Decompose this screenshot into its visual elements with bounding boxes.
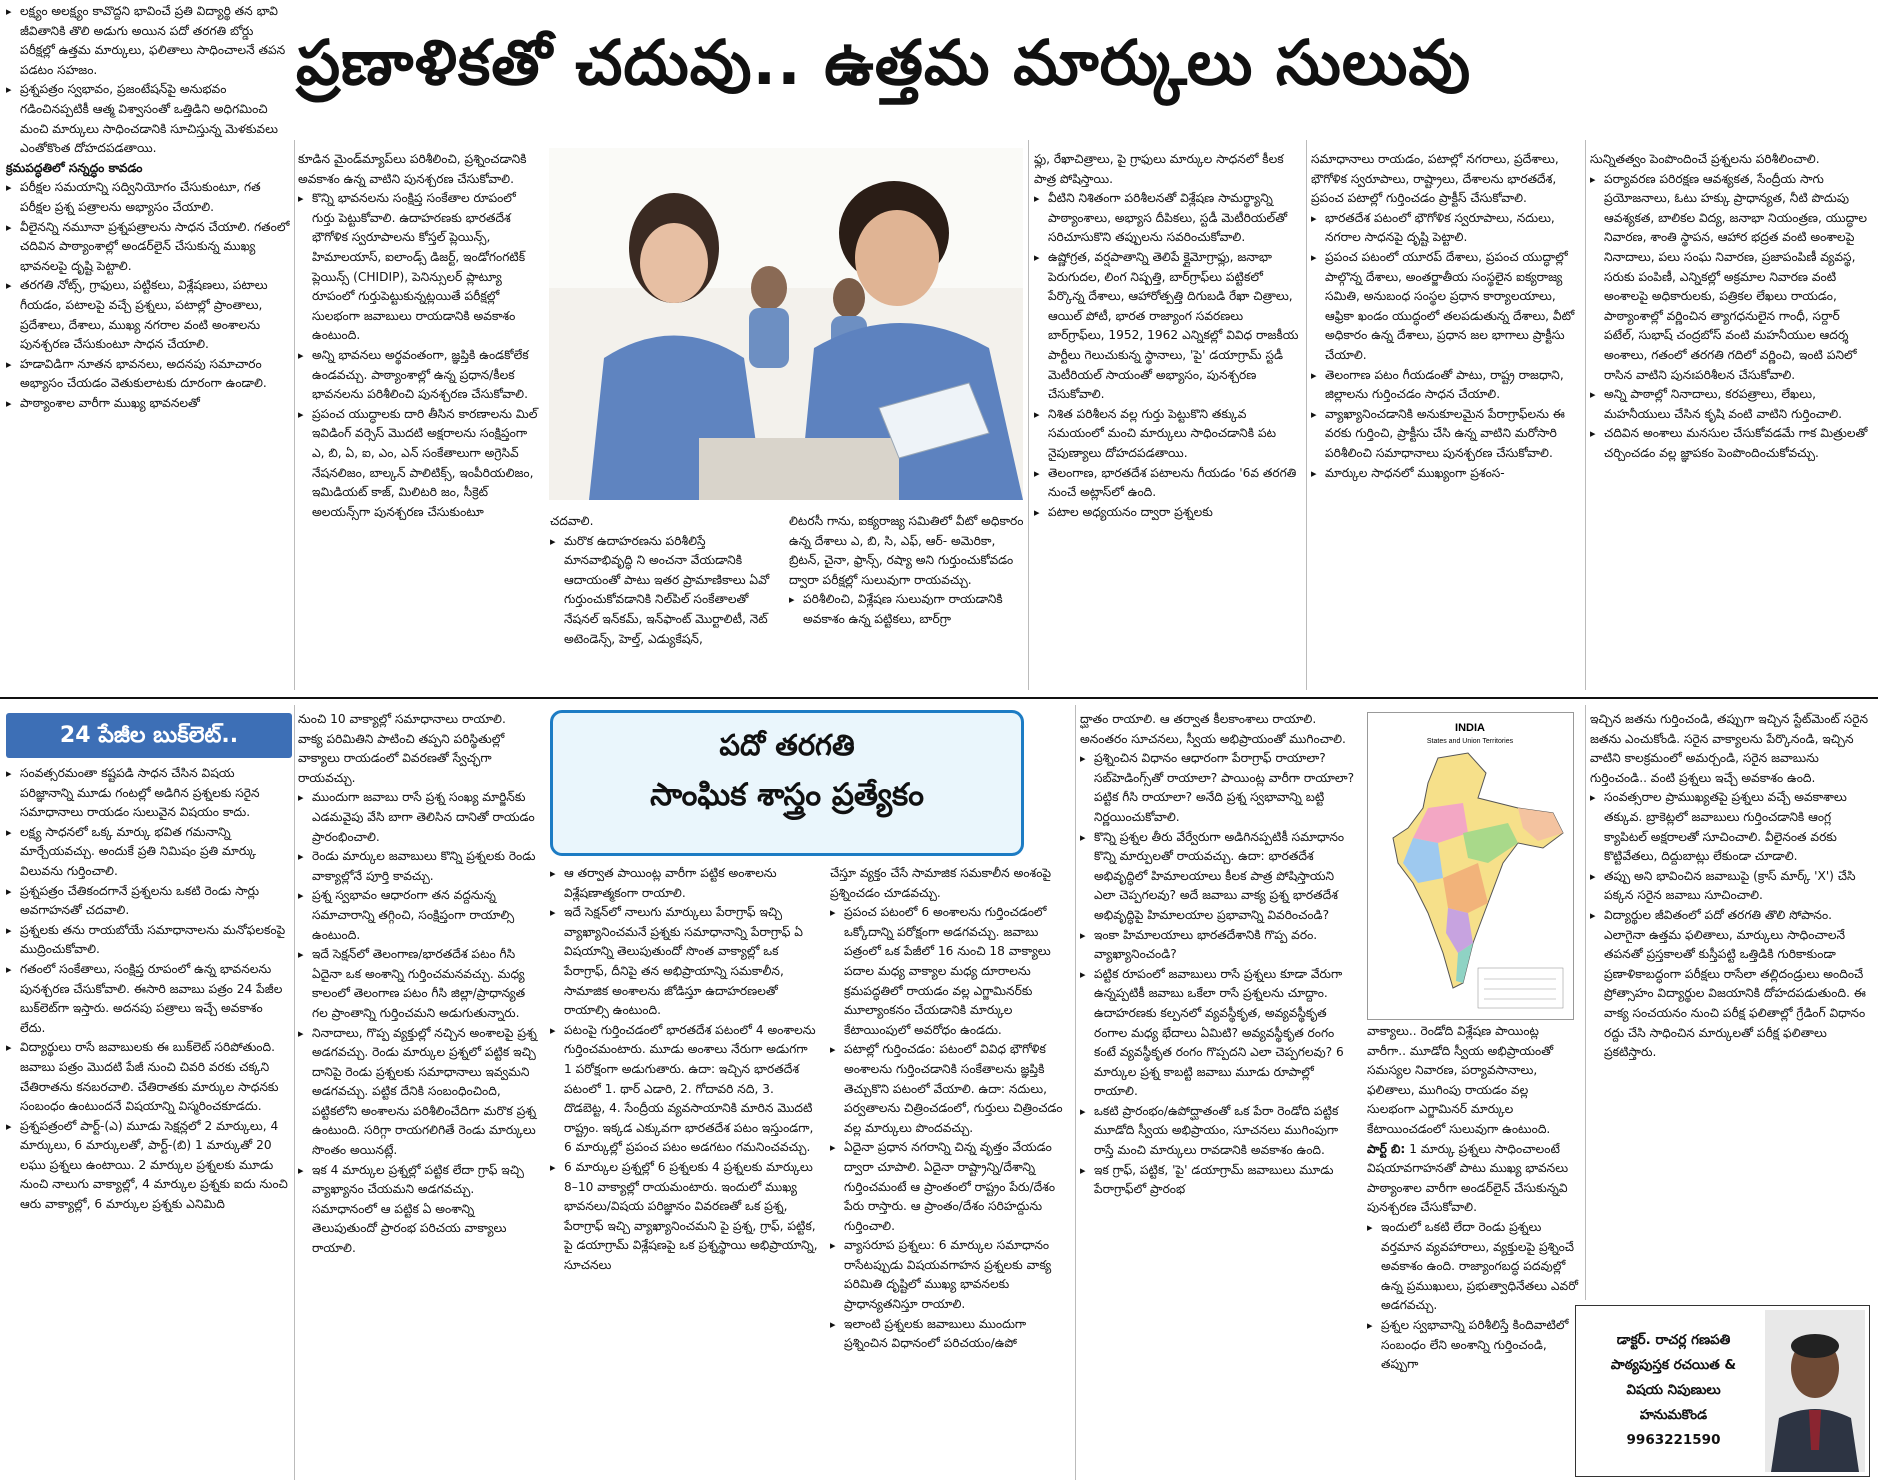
top-column-3 (550, 512, 776, 692)
author-role-2: విషయ నిపుణులు (1626, 1382, 1721, 1398)
bottom-column-6 (1367, 1022, 1579, 1480)
author-phone: 9963221590 (1626, 1432, 1721, 1448)
author-portrait (1765, 1310, 1865, 1472)
article-paragraph (1080, 710, 1355, 749)
article-paragraph (6, 218, 290, 277)
bottom-column-4 (830, 864, 1070, 1480)
article-paragraph (830, 1040, 1070, 1138)
bottom-column-7 (1590, 710, 1872, 1300)
article-paragraph (298, 788, 542, 847)
article-paragraph (6, 823, 290, 882)
article-paragraph (1034, 150, 1301, 189)
paragraph-text: చేస్తూ వ్యక్తం చేసే సామాజిక సమకాలీన అంశంపై ప్రశ్నించడం చూడవచ్చు. (830, 866, 1052, 900)
india-map (1367, 712, 1574, 1020)
paragraph-text: సంవత్సరాల ప్రాముఖ్యతపై ప్రశ్నలు వచ్చే అవకాశాలు తక్కువ. బ్రాకెట్లలో జవాబులు గుర్తించడానికి ఆంగ్ల క్యాపిటల్ అక్షరాలతో సూచించాలి. వీలైనంత వరకు కొట్టివేతలు, దిద్దుబాట్లు లేకుండా చూడాలి. (1604, 790, 1847, 864)
article-paragraph (6, 960, 290, 1038)
paragraph-text: తెలంగాణ, భారతదేశ పటాలను గీయడం '6వ తరగతి నుంచే అట్లాస్‌లో ఉంది. (1048, 465, 1297, 500)
article-paragraph (1367, 1140, 1579, 1218)
paragraph-text: ప్రశ్నల స్వభావాన్ని పరిశీలిస్తే కిందివాటిలో సంబంధం లేని అంశాన్ని గుర్తించండి, తప్పుగా (1381, 1317, 1569, 1372)
author-photo (1765, 1310, 1865, 1472)
paragraph-text: ఇచ్చిన జతను గుర్తించండి, తప్పుగా ఇచ్చిన స్టేట్‌మెంట్ సరైన జతను ఎంచుకోండి. సరైన వాక్యాలను పేర్కొనండి, ఇచ్చిన వాటిని కాలక్రమంలో అమర్చండి, సరైన జవాబును గుర్తించండి.. వంటి ప్రశ్నలు ఇచ్చే అవకాశం ఉంది. (1590, 712, 1869, 785)
article-paragraph (550, 903, 818, 1021)
bottom-column-3 (550, 864, 818, 1480)
paragraph-text: చదివిన అంశాలు మనసుల చేసుకోవడమే గాక మిత్రులతో చర్చించడం వల్ల జ్ఞాపకం పెంపొందించుకోవచ్చు. (1604, 426, 1868, 460)
paragraph-text: పటంపై గుర్తించడంలో భారతదేశ పటంలో 4 అంశాలను గుర్తించమంటారు. మూడు అంశాలు నేరుగా అడుగగా 1 పరోక్షంగా అడుగుతారు. ఉదా: ఇచ్చిన భారతదేశ పటంలో 1. థార్ ఎడారి, 2. గోదావరి నది, 3. దొడబెట్ట, 4. సేంద్రీయ వ్యవసాయానికి మారిన మొదటి రాష్ట్రం. ఇక్కడ ఎక్కువగా భారతదేశ పటం ఇస్తుండగా, 6 మార్కుల్లో ప్రపంచ పటం అడగటం గమనించవచ్చు. (564, 1022, 816, 1155)
article-paragraph (550, 532, 776, 650)
article-paragraph (6, 764, 290, 823)
paragraph-text: ముందుగా జవాబు రాసే ప్రశ్న సంఖ్య మార్జిన్‌కు ఎడమవైపు వేసి బాగా తెలిసిన దానితో రాయడం ప్రారంభించాలి. (312, 790, 535, 844)
article-paragraph (6, 178, 290, 217)
paragraph-text: రెండు మార్కుల జవాబులు కొన్ని ప్రశ్నలకు రెండు వాక్యాల్లోనే పూర్తి కావచ్చు. (312, 849, 536, 883)
article-paragraph (6, 355, 290, 394)
article-paragraph (1590, 788, 1872, 866)
paragraph-text: అన్ని పాఠాల్లో నినాదాలు, కరపత్రాలు, లేఖలు, మహనీయులు చేసిన కృషి వంటి వాటిని గుర్తించాలి. (1604, 387, 1843, 421)
paragraph-text: 6 మార్కుల ప్రశ్నల్లో 6 ప్రశ్నలకు 4 ప్రశ్నలకు మార్కులు 8–10 వాక్యాల్లో రాయమంటారు. ఇందులో ముఖ్య భావనలు/విషయ పరిజ్ఞానం వివరణతో ఒక ప్రశ్న, పేరాగ్రాఫ్ ఇచ్చి వ్యాఖ్యానించమని పై ప్రశ్న, గ్రాఫ్, పట్టిక, పై డయాగ్రామ్ విశ్లేషణపై ఒక ప్రశ్నస్థాయి అభిప్రాయాన్ని, సూచనలు (564, 1159, 818, 1272)
article-paragraph (6, 276, 290, 354)
paragraph-text: పర్యావరణ పరిరక్షణ ఆవశ్యకత, సేంద్రీయ సాగు ప్రయోజనాలు, ఓటు హక్కు ప్రాధాన్యత, నీటి పొదుపు ఆవశ్యకత, బాలికల విద్య, జనాభా నియంత్రణ, యుద్ధాల నివారణ, శాంతి స్థాపన, ఆహార భద్రత వంటి అంశాలపై నినాదాలు, పలు సంఘ నివారణ, ప్రజాపంపిణీ వ్యవస్థ, సరుకు పంపిణీ, ఎన్నికల్లో అక్రమాల నివారణ వంటి అంశాలపై అధికారులకు, పత్రికల లేఖలు రాయడం, పాఠ్యాంశాల్లో వర్ణించిన త్యాగధనులైన గాంధీ, సర్దార్ పటేల్, సుభాష్ చంద్రబోస్ వంటి మహనీయుల ఆదర్శ అంశాలు, గతంలో తరగతి గదిలో వర్ణించి, ఇంటి పనిలో రాసిన వాటిని పునఃపరిశీలన చేసుకోవాలి. (1604, 171, 1867, 382)
article-paragraph (1311, 405, 1581, 464)
article-paragraph (298, 886, 542, 945)
paragraph-text: భారతదేశ పటంలో భౌగోళిక స్వరూపాలు, నదులు, నగరాల సాధనపై దృష్టి పెట్టాలి. (1325, 210, 1555, 245)
paragraph-text: వ్యాఖ్యానించడానికి అనుకూలమైన పేరాగ్రాఫ్‌లను ఈ వరకు గుర్తించి, ప్రాక్టీసు చేసి ఉన్న వాటిని మరోసారి పరిశీలించి సమాధానాలు పునశ్చరణ చేసుకోవాలి. (1325, 406, 1565, 460)
article-paragraph (789, 590, 1024, 629)
paragraph-text: 1 మార్కు ప్రశ్నలు సాధించాలంటే విషయావగాహనతో పాటు ముఖ్య భావనలు పాఠ్యాంశాల వారీగా అండర్‌లైన్ చేసుకున్నవి పునశ్చరణ చేసుకోవాలి. (1367, 1141, 1569, 1215)
paragraph-text: సమాధానాలు రాయడం, పటాల్లో నగరాలు, ప్రదేశాలు, భౌగోళిక స్వరూపాలు, రాష్ట్రాలు, దేశాలను భారతదేశ, ప్రపంచ పటాల్లో గుర్తించడం ప్రాక్టీస్ చేసుకోవాలి. (1311, 152, 1559, 206)
article-paragraph (6, 394, 290, 414)
article-paragraph (1311, 248, 1581, 366)
paragraph-text: లిటరసీ గాను, ఐక్యరాజ్య సమితిలో వీటో అధికారం ఉన్న దేశాలు ఎ, బి, సి, ఎఫ్, ఆర్- అమెరికా, బ్రిటన్, చైనా, ఫ్రాన్స్, రష్యా అని గుర్తుంచుకోవడం ద్వారా పరీక్షల్లో సులువుగా రాయవచ్చు. (789, 514, 1024, 587)
paragraph-text: వీటిని నిశితంగా పరిశీలనతో విశ్లేషణ సామర్థ్యాన్ని పాఠ్యాంశాలు, అభ్యాస దీపికలు, స్టడీ మెటీరియల్‌తో సరిచూసుకొని తప్పులను సవరించుకోవాలి. (1048, 191, 1288, 245)
article-paragraph (1034, 189, 1301, 248)
india-map-illustration (1368, 713, 1573, 1019)
article-paragraph (550, 512, 776, 532)
article-paragraph (298, 730, 542, 789)
article-paragraph (1367, 1218, 1579, 1316)
article-paragraph (298, 1161, 542, 1259)
column-divider (1585, 705, 1586, 1300)
paragraph-text: కొన్ని ప్రశ్నల తీరు వేర్వేరుగా అడిగినప్పటికీ సమాధానం కొన్ని మార్పులతో రాయవచ్చు. ఉదా: భారతదేశ అభివృద్ధిలో హిమాలయాలు కీలక పాత్ర పోషిస్తాయని ఎలా చెప్పగలవు? అదే జవాబు వాక్య ప్రశ్న భారతదేశ అభివృద్ధిపై హిమాలయాల ప్రభావాన్ని వివరించండి? (1094, 829, 1345, 922)
paragraph-text: పట్టిక రూపంలో జవాబులు రాసే ప్రశ్నలు కూడా వేరుగా ఉన్నప్పటికీ జవాబు ఒకేలా రాసే ప్రశ్నలను చూద్దాం. ఉదాహరణకు కల్పనలో వ్యవస్థీకృత, అవ్యవస్థీకృత రంగాల మధ్య భేదాలు ఏమిటి? అవ్యవస్థీకృత రంగం కంటే వ్యవస్థీకృత రంగం గొప్పదని ఎలా చెప్పగలవు? 6 మార్కుల ప్రశ్న కాబట్టి జవాబు మూడు రూపాల్లో రాయాలి. (1094, 966, 1344, 1099)
subject-name-label: సాంఘిక శాస్త్రం ప్రత్యేకం (650, 777, 924, 813)
article-paragraph (1034, 405, 1301, 464)
author-details (1586, 1328, 1761, 1453)
article-paragraph (1311, 209, 1581, 248)
article-paragraph (830, 1236, 1070, 1314)
paragraph-text: తెలంగాణ పటం గీయడంతో పాటు, రాష్ట్ర రాజధాని, జిల్లాలను గుర్తించడం సాధన చేయాలి. (1325, 367, 1564, 402)
paragraph-text: విద్యార్థుల జీవితంలో పదో తరగతి తొలి సోపానం. ఎలాగైనా ఉత్తమ ఫలితాలు, మార్కులు సాధించాలనే తపనతో ప్రస్తకాలతో కుస్తీపట్టి ఒత్తిడికి గురికాకుండా ప్రణాళికాబద్ధంగా పరీక్షలు రాసేలా తల్లిదండ్రులు అందించే ప్రోత్సాహం విద్యార్థుల విజయానికి దోహదపడుతుంది. ఈ వాక్య సంచయనం నుంచి పరీక్ష ఫలితాల్లో గ్రేడింగ్ విధానం రద్దు చేసి సాధించిన మార్కులతో పరీక్ష ఫలితాలు ప్రకటిస్తారు. (1604, 907, 1866, 1060)
subject-box (550, 710, 1024, 856)
page-headline: ప్రణాళికతో చదువు.. ఉత్తమ మార్కులు సులువు (296, 26, 1472, 99)
paragraph-text: ఇదే సెక్షన్‌లో తెలంగాణ/భారతదేశ పటం గీసి ఏదైనా ఒక అంశాన్ని గుర్తించమనవచ్చు. మధ్య కాలంలో తెలంగాణ పటం గీసి జిల్లా/ప్రాధాన్యత గల ప్రాంతాన్ని గుర్తించమని అడుగుతున్నారు. (312, 947, 526, 1020)
article-paragraph (1590, 150, 1872, 170)
paragraph-text: పటాల్లో గుర్తించడం: పటంలో వివిధ భౌగోళిక అంశాలను గుర్తించడానికి సంకేతాలను జ్ఞప్తికి తెచ్చుకొని పటంలో వేయాలి. ఉదా: నదులు, పర్వతాలను చిత్రించడంలో, గుర్తులు చిత్రించడం వల్ల మార్కులు పొందవచ్చు. (844, 1042, 1063, 1135)
article-paragraph (6, 921, 290, 960)
paragraph-text: ప్రశ్నపత్రంలో పార్ట్-(ఎ) మూడు సెక్షన్లలో 2 మార్కులు, 4 మార్కులు, 6 మార్కులతో, పార్ట్-(బి) 1 మార్కుతో 20 లఘు ప్రశ్నలు ఉంటాయి. 2 మార్కుల ప్రశ్నలకు మూడు నుంచి నాలుగు వాక్యాల్లో, 4 మార్కుల ప్రశ్నకు ఐదు నుంచి ఆరు వాక్యాల్లో, 6 మార్కుల ప్రశ్నకు ఎనిమిది (20, 1118, 288, 1212)
bottom-column-1 (6, 764, 290, 1480)
article-paragraph (1367, 1022, 1579, 1140)
article-paragraph (1311, 366, 1581, 405)
paragraph-text: నుంచి 10 వాక్యాల్లో సమాధానాలు రాయాలి. (298, 712, 506, 726)
map-title: INDIA (1455, 722, 1485, 734)
paragraph-text: తరగతి నోట్స్, గ్రాఫులు, పట్టికలు, విశ్లేషణలు, పటాలు గీయడం, పటాలపై వచ్చే ప్రశ్నలు, పటాల్లో ప్రాంతాలు, ప్రదేశాలు, దేశాలు, ముఖ్య నగరాల వంటి అంశాలను పునశ్చరణ చేసుకుంటూ సాధన చేయాలి. (20, 278, 268, 352)
paragraph-text: క్రమపద్ధతిలో సన్నద్ధం కావడం (6, 160, 143, 175)
article-paragraph (550, 1021, 818, 1158)
article-paragraph (298, 847, 542, 886)
paragraph-text: గతంలో సంకేతాలు, సంక్షిప్త రూపంలో ఉన్న భావనలను పునశ్చరణ చేసుకోవాలి. ఈసారి జవాబు పత్రం 24 పేజీల బుక్‌లెట్‌గా ఇస్తారు. అదనపు పత్రాలు ఇచ్చే అవకాశం లేదు. (20, 961, 283, 1035)
article-paragraph (1311, 150, 1581, 209)
bottom-column-5 (1080, 710, 1355, 1480)
students-photo-illustration (549, 148, 1023, 500)
paragraph-text: ప్రపంచ పటంలో 6 అంశాలను గుర్తించడంలో ఒక్కోదాన్ని పరోక్షంగా అడగవచ్చు. జవాబు పత్రంలో ఒక పేజీలో 16 నుంచి 18 వాక్యాలు పదాల మధ్య వాక్యాల మధ్య దూరాలను క్రమపద్ధతిలో రాయడం వల్ల ఎగ్జామినర్‌కు మూల్యాంకనం చేయడానికి మార్కుల కేటాయింపులో అవరోధం ఉండదు. (844, 905, 1051, 1037)
students-photo (549, 148, 1023, 500)
paragraph-text: కూడిన మైండ్‌మ్యాప్‌లు పరిశీలించి, ప్రశ్నించడానికి అవకాశం ఉన్న వాటిని పునశ్చరణ చేసుకోవాలి. (298, 152, 527, 186)
bottom-column-2 (298, 710, 542, 1480)
article-paragraph (1080, 926, 1355, 965)
article-paragraph (1367, 1316, 1579, 1375)
paragraph-text: ప్రశ్నపత్రం చేతికందగానే ప్రశ్నలను ఒకటి రెండు సార్లు అవగాహనతో చదవాలి. (20, 883, 260, 918)
paragraph-text: ఆ తర్వాత పాయింట్ల వారీగా పట్టిక అంశాలను విశ్లేషణాత్మకంగా రాయాలి. (564, 866, 777, 900)
article-paragraph (1080, 965, 1355, 1102)
article-paragraph (789, 512, 1024, 590)
paragraph-text: కొన్ని భావనలను సంక్షిప్త సంకేతాల రూపంలో గుర్తు పెట్టుకోవాలి. ఉదాహరణకు భారతదేశ భౌగోళిక స్వరూపాలను కోస్తల్ ప్లెయిన్స్, హిమాలయాస్, ఐలాండ్స్ డిజర్ట్, ఇండోగంగటిక్ ప్లెయిన్స్ (CHIDIP), పెనిన్సులర్ ప్లాట్యూ రూపంలో గుర్తుపెట్టుకున్నట్లయితే పరీక్షల్లో సులభంగా జవాబులు రాయడానికి అవకాశం ఉంటుంది. (312, 191, 526, 343)
paragraph-text: ఇక 4 మార్కుల ప్రశ్నల్లో పట్టిక లేదా గ్రాఫ్ ఇచ్చి వ్యాఖ్యానం చేయమని అడగవచ్చు. సమాధానంలో ఆ పట్టిక ఏ అంశాన్ని తెలుపుతుందో ప్రారంభ పరిచయ వాక్యాలు రాయాలి. (312, 1162, 524, 1256)
paragraph-text: విద్యార్థులు రాసే జవాబులకు ఈ బుక్‌లెట్ సరిపోతుంది. జవాబు పత్రం మొదటి పేజీ నుంచి చివరి వరకు చక్కని చేతిరాతను కనబరచాలి. చేతిరాతకు మార్కుల సాధనకు సంబంధం ఉంటుందనే విషయాన్ని విస్మరించకూడదు. (20, 1040, 279, 1114)
article-paragraph (6, 1038, 290, 1116)
subject-class-label: పదో తరగతి (719, 728, 855, 762)
paragraph-text: ప్రశ్నపత్రం స్వభావం, ప్రజంటేషన్‌పై అనుభవం గడించినప్పటికీ ఆత్మ విశ్వాసంతో ఒత్తిడిని అధిగమించి మంచి మార్కులు సాధించడానికి సూచిస్తున్న మెళకువలు ఎంతోకొంత దోహదపడతాయి. (20, 82, 278, 156)
article-paragraph (1080, 1161, 1355, 1200)
paragraph-text: ఉష్ణోగ్రత, వర్షపాతాన్ని తెలిపే క్లైమోగ్రాఫ్లు, జనాభా పెరుగుదల, లింగ నిష్పత్తి, బార్‌గ్రాఫ్‌లు పట్టికలో పేర్కొన్న దేశాలు, ఆహారోత్పత్తి దిగుబడి రేఖా చిత్రాలు, ఆయిల్ పోటీ, భారత రాజ్యాంగ సవరణలు బార్‌గ్రాఫ్‌లు, 1952, 1962 ఎన్నికల్లో వివిధ రాజకీయ పార్టీలు గెలుచుకున్న స్థానాలు, 'పై' డయాగ్రామ్ స్టడీ మెటీరియల్ సాయంతో అభ్యాసం, పునశ్చరణ చేసుకోవాలి. (1048, 249, 1299, 402)
paragraph-text: నిశిత పరిశీలన వల్ల గుర్తు పెట్టుకొని తక్కువ సమయంలో మంచి మార్కులు సాధించడానికి పట నైపుణ్యాలు దోహదపడతాయి. (1048, 406, 1277, 460)
article-paragraph (1590, 906, 1872, 1063)
paragraph-text: లక్ష్యం అలక్ష్యం కావొద్దని భావించే ప్రతి విద్యార్థి తన భావి జీవితానికి తొలి అడుగు అయిన పదో తరగతి బోర్డు పరీక్షల్లో ఉత్తమ మార్కులు, ఫలితాలు సాధించాలనే తపన పడటం సహజం. (20, 4, 286, 77)
author-box (1575, 1305, 1870, 1477)
top-column-4 (789, 512, 1024, 692)
paragraph-text: వ్యాసరూప ప్రశ్నలు: 6 మార్కుల సమాధానం రాసేటప్పుడు విషయవగాహన ప్రశ్నలకు వాక్య పరిమితి దృష్టిలో ముఖ్య భావనలకు ప్రాధాన్యతనిస్తూ రాయాలి. (844, 1238, 1052, 1312)
paragraph-text: మార్కుల సాధనలో ముఖ్యంగా ప్రశంస- (1325, 465, 1505, 480)
paragraph-text: వీలైనన్ని నమూనా ప్రశ్నపత్రాలను సాధన చేయాలి. గతంలో చదివిన పాఠ్యాంశాల్లో అండర్‌లైన్ చేసుకున్న ముఖ్య భావనలపై దృష్టి పెట్టాలి. (20, 219, 290, 273)
paragraph-text: మరొక ఉదాహరణను పరిశీలిస్తే మానవాభివృద్ధి ని అంచనా వేయడానికి ఆదాయంతో పాటు ఇతర ప్రామాణికాలు ఏవో గుర్తుంచుకోవడానికి నిల్‌పిల్ సంకేతాలతో నేషనల్ ఇన్‌కమ్, ఇన్‌ఫాంట్ మొర్టాలిటీ, నెట్ అటెండెన్స్, హెల్త్, ఎడ్యుకేషన్, (564, 533, 770, 646)
article-paragraph (1034, 464, 1301, 503)
paragraph-text: హడావిడిగా నూతన భావనలు, అదనపు సమాచారం అభ్యాసం చేయడం వెతుకులాటకు దూరంగా ఉండాలి. (20, 356, 267, 391)
paragraph-text: ఇందులో ఒకటి లేదా రెండు ప్రశ్నలు వర్తమాన వ్యవహారాలు, వ్యక్తులపై ప్రశ్నించే అవకాశం ఉంది. రాజ్యాంగబద్ధ పదవుల్లో ఉన్న ప్రముఖులు, ప్రభుత్వాధినేతలు ఎవరో అడగవచ్చు. (1381, 1219, 1578, 1313)
article-paragraph (1590, 867, 1872, 906)
column-divider (1075, 705, 1076, 1480)
paragraph-text: అన్ని భావనలు అర్థవంతంగా, జ్ఞప్తికి ఉండకోలేక ఉండవచ్చు. పాఠ్యాంశాల్లో ఉన్న ప్రధాన/కీలక భావనలను పరిశీలించి పునశ్చరణ చేసుకోవాలి. (312, 347, 529, 402)
article-paragraph (1590, 424, 1872, 463)
article-paragraph (550, 864, 818, 903)
column-divider (1306, 140, 1307, 690)
paragraph-text: ఏదైనా ప్రధాన నగరాన్ని చిన్న వృత్తం వేయడం ద్వారా చూపాలి. ఏదైనా రాష్ట్రాన్ని/దేశాన్ని గుర్తించమంటే ఆ ప్రాంతంలో రాష్ట్రం పేరు/దేశం పేరు రాస్తారు. ఆ ప్రాంతం/దేశం సరిహద్దును గుర్తించాలి. (844, 1140, 1056, 1233)
column-divider (294, 705, 295, 1480)
paragraph-text: చదవాలి. (550, 514, 594, 528)
article-paragraph (298, 710, 542, 730)
author-role-1: పాఠ్యపుస్తక రచయిత & (1610, 1357, 1737, 1373)
section-divider (0, 697, 1878, 699)
author-name: డాక్టర్. రాచర్ల గణపతి (1616, 1332, 1731, 1348)
paragraph-text: లక్ష్య సాధనలో ఒక్క మార్కు భవిత గమనాన్ని మార్చేయవచ్చు. అందుకే ప్రతి నిమిషం ప్రతి మార్కు విలువను గుర్తించాలి. (20, 824, 256, 878)
paragraph-text: ఇంకా హిమాలయాలు భారతదేశానికి గొప్ప వరం. వ్యాఖ్యానించండి? (1094, 927, 1318, 962)
paragraph-text: పటాల అధ్యయనం ద్వారా ప్రశ్నలకు (1048, 504, 1213, 519)
article-paragraph (830, 903, 1070, 1040)
column-divider (1028, 140, 1029, 690)
paragraph-text: తప్పు అని భావించిన జవాబుపై (క్రాస్ మార్క్ 'X') చేసి పక్కన సరైన జవాబు సూచించాలి. (1604, 868, 1856, 903)
article-paragraph (830, 1315, 1070, 1354)
paragraph-text: వాక్య పరిమితిని పాటించి తప్పని పరిస్థితుల్లో వాక్యాలు రాయడంలో వివరణతో స్వేచ్ఛగా రాయవచ్చు. (298, 731, 505, 785)
paragraph-text: ప్రపంచ యుద్ధాలకు దారి తీసిన కారణాలను మిల్ ఇవిడింగ్ వర్సెస్‌ మొదటి అక్షరాలను సంక్షిప్తంగా ఎ, బి, ఏ, ఐ, ఎం, ఎన్ సంకేతాలుగా అగ్రెసివ్ నేషనలిజం, బాల్కన్ పాలిటిక్స్, ఇంపీరియలిజం, ఇమిడియట్ కాజ్, మిలిటరి జం, సీక్రెట్ అలయన్స్‌గా పునశ్చరణ చేసుకుంటూ (312, 406, 538, 519)
paragraph-text: ఫ్లు, రేఖాచిత్రాలు, పై గ్రాఫులు మార్కుల సాధనలో కీలక పాత్ర పోషిస్తాయి. (1034, 152, 1284, 186)
booklet-banner: 24 పేజీల బుక్‌లెట్.. (6, 713, 292, 758)
article-paragraph (830, 864, 1070, 903)
article-paragraph (298, 945, 542, 1023)
article-paragraph (298, 405, 542, 523)
article-paragraph (298, 346, 542, 405)
paragraph-text: సంవత్సరమంతా కష్టపడి సాధన చేసిన విషయ పరిజ్ఞానాన్ని మూడు గంటల్లో అడిగిన ప్రశ్నలకు సరైన సమాధానాలు రాయడం సులువైన విషయం కాదు. (20, 766, 260, 820)
article-paragraph (1080, 749, 1355, 827)
article-paragraph (1034, 503, 1301, 523)
article-paragraph (298, 1024, 542, 1161)
article-paragraph (1080, 828, 1355, 926)
article-paragraph (6, 882, 290, 921)
paragraph-lead: పార్ట్ బి: (1367, 1141, 1406, 1156)
article-paragraph (1590, 710, 1872, 788)
paragraph-text: ప్రశ్నించిన విధానం ఆధారంగా పేరాగ్రాఫ్ రాయాలా? సబ్‌హెడింగ్స్‌తో రాయాలా? పాయింట్ల వారీగా రాయాలా? పట్టిక గీసి రాయాలా? అనేది ప్రశ్న స్వభావాన్ని బట్టి నిర్ణయించుకోవాలి. (1094, 751, 1355, 824)
article-paragraph (298, 189, 542, 346)
article-paragraph (6, 80, 290, 158)
article-paragraph (1590, 170, 1872, 386)
paragraph-text: పాఠ్యాంశాల వారీగా ముఖ్య భావనలతో (20, 395, 200, 410)
paragraph-text: నినాదాలు, గొప్ప వ్యక్తుల్లో నచ్చిన అంశాలపై ప్రశ్న అడగవచ్చు. రెండు మార్కుల ప్రశ్నలో పట్టిక ఇచ్చి దానిపై రెండు ప్రశ్నలకు సమాధానాలు ఇవ్వమని అడగవచ్చు. పట్టిక దేనికి సంబంధించింది, పట్టికలోని అంశాలను పరిశీలించేదిగా మరొక ప్రశ్న ఉంటుంది. సరిగ్గా రాయగలిగితే రెండు మార్కులు సొంతం అయినట్లే. (312, 1025, 537, 1158)
article-paragraph (1080, 1102, 1355, 1161)
article-paragraph (298, 150, 542, 189)
top-column-7 (1590, 150, 1872, 692)
paragraph-text: ప్రపంచ పటంలో యూరప్ దేశాలు, ప్రపంచ యుద్ధాల్లో పాల్గొన్న దేశాలు, అంతర్జాతీయ సంస్థలైన ఐక్యరాజ్య సమితి, అనుబంధ సంస్థల ప్రధాన కార్యాలయాలు, ఆఫ్రికా ఖండం యుద్ధంలో తలపడుతున్న దేశాలు, వీటో అధికారం ఉన్న దేశాలు, ప్రధాన జల భాగాలు ప్రాక్టీసు చేయాలి. (1325, 249, 1575, 362)
paragraph-text: ఒకటి ప్రారంభం/ఉపోద్ఘాతంతో ఒక పేరా రెండోది పట్టిక మూడోది స్వీయ అభిప్రాయం, సూచనలు ముగింపుగా రాస్తే మంచి మార్కులు రావడానికి అవకాశం ఉంది. (1094, 1103, 1339, 1158)
article-paragraph (6, 1117, 290, 1215)
paragraph-text: పరిశీలించి, విశ్లేషణ సులువుగా రాయడానికి అవకాశం ఉన్న పట్టికలు, బార్‌గ్రా (803, 592, 1003, 626)
paragraph-text: ప్రశ్న స్వభావం ఆధారంగా తన వద్దనున్న సమాచారాన్ని తగ్గించి, సంక్షిప్తంగా రాయాల్సి ఉంటుంది. (312, 888, 515, 942)
article-paragraph (550, 1158, 818, 1276)
article-paragraph (1311, 464, 1581, 484)
paragraph-text: ఇక గ్రాఫ్, పట్టిక, 'పై' డయాగ్రామ్ జవాబులు మూడు పేరాగ్రాఫ్‌లో ప్రారంభ (1094, 1162, 1334, 1197)
paragraph-text: వాక్యాలు.. రెండోది విశ్లేషణ పాయింట్ల వారీగా.. మూడోది స్వీయ అభిప్రాయంతో సమస్యల నివారణ, పర్యావసానాలు, ఫలితాలు, ముగింపు రాయడం వల్ల సులభంగా ఎగ్జామినర్ మార్కుల కేటాయించడంలో సులువుగా ఉంటుంది. (1367, 1024, 1554, 1136)
paragraph-text: ప్రశ్నలకు తను రాయబోయే సమాధానాలను మనోఫలకంపై ముద్రించుకోవాలి. (20, 922, 286, 957)
top-column-5 (1034, 150, 1301, 692)
column-divider (1585, 140, 1586, 690)
article-paragraph (830, 1138, 1070, 1236)
author-place: హనుమకొండ (1639, 1407, 1708, 1423)
paragraph-text: పరీక్షల సమయాన్ని సద్వినియోగం చేసుకుంటూ, గత పరీక్షల ప్రశ్న పత్రాలను అభ్యాసం చేయాలి. (20, 180, 261, 214)
article-paragraph (6, 2, 290, 80)
top-column-1 (6, 2, 290, 692)
paragraph-text: ఇదే సెక్షన్‌లో నాలుగు మార్కులు పేరాగ్రాఫ్ ఇచ్చి వ్యాఖ్యానించమనే ప్రశ్నకు సమాధానాన్ని పేరాగ్రాఫ్ ఏ విషయాన్ని తెలుపుతుందో సొంత వాక్యాల్లో ఒక పేరాగ్రాఫ్, దీనిపై తన అభిప్రాయాన్ని సమకాలీన, సామాజిక అంశాలను జోడిస్తూ ఉదాహరణలతో రాయాల్సి ఉంటుంది. (564, 905, 803, 1018)
map-subtitle: States and Union Territories (1426, 738, 1514, 745)
article-paragraph (1034, 248, 1301, 405)
top-column-6 (1311, 150, 1581, 692)
paragraph-text: ద్ఘాతం రాయాలి. ఆ తర్వాత కీలకాంశాలు రాయాలి. అనంతరం సూచనలు, స్వీయ అభిప్రాయంతో ముగించాలి. (1080, 712, 1346, 746)
paragraph-text: ఇలాంటి ప్రశ్నలకు జవాబులు ముందుగా ప్రశ్నించిన విధానంలో పరిచయం/ఉపో (844, 1316, 1027, 1351)
column-divider (294, 140, 295, 690)
paragraph-text: సున్నితత్వం పెంపొందించే ప్రశ్నలను పరిశీలించాలి. (1590, 152, 1820, 166)
top-column-2 (298, 150, 542, 692)
article-paragraph (1590, 385, 1872, 424)
section-subheading (6, 159, 290, 179)
